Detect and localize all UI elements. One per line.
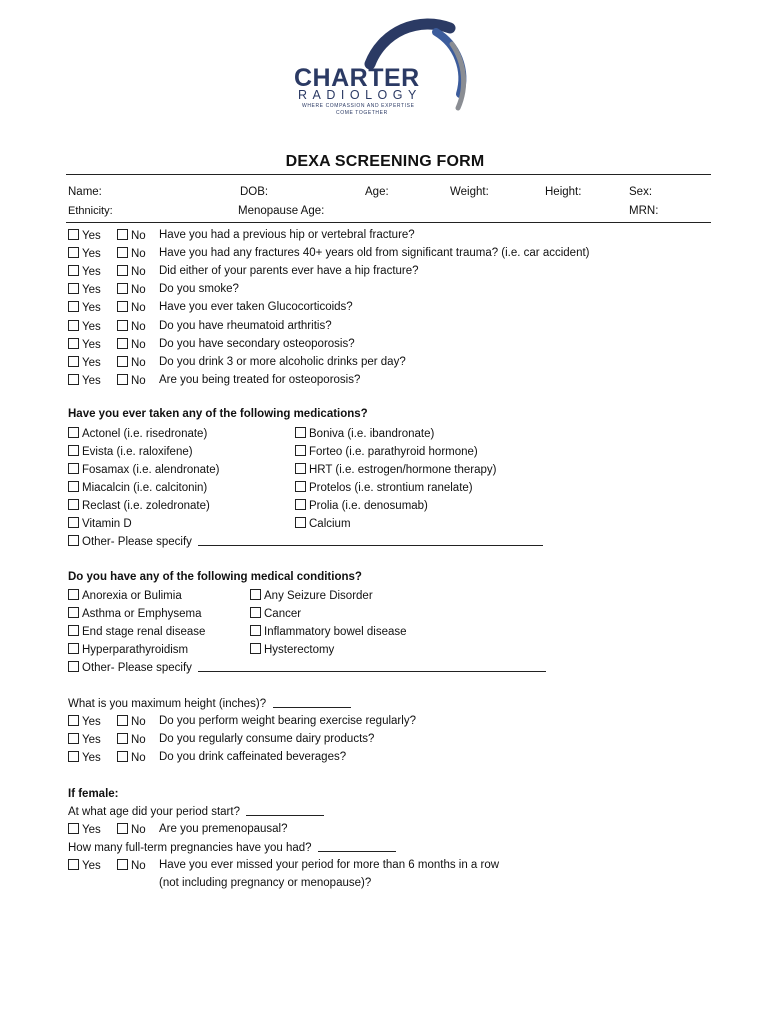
- charter-radiology-logo: [290, 14, 480, 118]
- risk-question-yes-checkbox[interactable]: [68, 338, 79, 349]
- lifestyle-question-no-checkbox[interactable]: [117, 733, 128, 744]
- max-height-label: What is you maximum height (inches)?: [68, 698, 267, 710]
- no-label: No: [131, 752, 146, 764]
- risk-question-question: Did either of your parents ever have a hip fracture?: [159, 265, 419, 278]
- period-start-label: At what age did your period start?: [68, 806, 240, 818]
- risk-question-yes-checkbox[interactable]: [68, 265, 79, 276]
- risk-question-no-checkbox[interactable]: [117, 320, 128, 331]
- no-label: No: [131, 356, 146, 369]
- medication-item-checkbox[interactable]: [295, 427, 306, 438]
- medication-item: [295, 463, 497, 476]
- medication-item-label: Evista (i.e. raloxifene): [82, 446, 193, 458]
- medication-item-checkbox[interactable]: [68, 499, 79, 510]
- medication-item-label: Prolia (i.e. denosumab): [309, 500, 428, 512]
- medication-item: [295, 445, 478, 458]
- condition-item-label: End stage renal disease: [82, 626, 206, 638]
- condition-item-label: Any Seizure Disorder: [264, 590, 373, 602]
- premenopausal-no-checkbox[interactable]: [117, 823, 128, 834]
- missed-period-question: Have you ever missed your period for more than 6 months in a row: [159, 859, 500, 871]
- condition-item-checkbox[interactable]: [68, 625, 79, 636]
- premenopausal-question: Are you premenopausal?: [159, 823, 288, 835]
- lifestyle-question-question: Do you drink caffeinated beverages?: [159, 751, 347, 763]
- yes-label: Yes: [82, 266, 101, 279]
- age-label: Age:: [365, 186, 389, 198]
- no-label: No: [131, 248, 146, 261]
- medication-item-checkbox[interactable]: [68, 517, 79, 528]
- condition-item-label: Cancer: [264, 608, 302, 620]
- medication-item-label: Fosamax (i.e. alendronate): [82, 464, 220, 476]
- condition-item-label: Asthma or Emphysema: [82, 608, 202, 620]
- risk-question-no-checkbox[interactable]: [117, 265, 128, 276]
- condition-item: [250, 589, 373, 602]
- risk-question-yes-checkbox[interactable]: [68, 247, 79, 258]
- risk-question-question: Are you being treated for osteoporosis?: [159, 373, 361, 386]
- medication-item-checkbox[interactable]: [68, 463, 79, 474]
- risk-question-no-checkbox[interactable]: [117, 356, 128, 367]
- condition-other-input[interactable]: [198, 661, 546, 672]
- risk-question-yes-checkbox[interactable]: [68, 283, 79, 294]
- logo-tagline-2: COME TOGETHER: [336, 110, 388, 116]
- period-start-row: [68, 805, 324, 818]
- risk-question-no-checkbox[interactable]: [117, 301, 128, 312]
- risk-question-question: Do you drink 3 or more alcoholic drinks per day?: [159, 355, 406, 368]
- medication-item: [68, 463, 219, 476]
- no-label: No: [131, 302, 146, 315]
- medication-item: [295, 499, 428, 512]
- female-heading: If female:: [68, 788, 119, 800]
- risk-question-question: Have you ever taken Glucocorticoids?: [159, 301, 353, 314]
- yes-label: Yes: [82, 734, 101, 746]
- name-label: Name:: [68, 186, 102, 198]
- medication-item-checkbox[interactable]: [68, 445, 79, 456]
- medication-other-checkbox[interactable]: [68, 535, 79, 546]
- medication-item-label: Actonel (i.e. risedronate): [82, 428, 208, 440]
- yes-label: Yes: [82, 230, 101, 242]
- yes-label: Yes: [82, 284, 101, 297]
- medications-heading: Have you ever taken any of the following medications?: [68, 408, 368, 420]
- condition-item-checkbox[interactable]: [250, 643, 261, 654]
- medication-item: [295, 481, 473, 494]
- condition-item-label: Inflammatory bowel disease: [264, 626, 407, 638]
- pregnancies-input[interactable]: [318, 841, 396, 852]
- condition-item: [250, 607, 301, 620]
- lifestyle-question-yes-checkbox[interactable]: [68, 733, 79, 744]
- lifestyle-question-question: Do you perform weight bearing exercise regularly?: [159, 715, 416, 727]
- pregnancies-label: How many full-term pregnancies have you had?: [68, 842, 312, 854]
- condition-other-checkbox[interactable]: [68, 661, 79, 672]
- medication-item: [68, 427, 207, 440]
- weight-label: Weight:: [450, 186, 489, 198]
- condition-item-label: Hysterectomy: [264, 644, 335, 656]
- no-label: No: [131, 716, 146, 728]
- max-height-row: [68, 697, 351, 710]
- risk-question-yes-checkbox[interactable]: [68, 356, 79, 367]
- missed-period-yes-checkbox[interactable]: [68, 859, 79, 870]
- medication-item-label: Reclast (i.e. zoledronate): [82, 500, 210, 512]
- yes-label: Yes: [82, 338, 101, 351]
- risk-question-yes-checkbox[interactable]: [68, 229, 79, 240]
- medication-item: [68, 517, 132, 530]
- conditions-heading: Do you have any of the following medical conditions?: [68, 571, 362, 583]
- risk-question-question: Do you have rheumatoid arthritis?: [159, 319, 332, 332]
- condition-item-checkbox[interactable]: [250, 625, 261, 636]
- medication-item-label: Forteo (i.e. parathyroid hormone): [309, 446, 478, 458]
- condition-item-label: Hyperparathyroidism: [82, 644, 189, 656]
- medication-item-checkbox[interactable]: [295, 517, 306, 528]
- medication-item-label: Protelos (i.e. strontium ranelate): [309, 482, 473, 494]
- medication-item-checkbox[interactable]: [295, 481, 306, 492]
- mrn-label: MRN:: [629, 205, 659, 217]
- no-label: No: [131, 266, 146, 279]
- condition-item-checkbox[interactable]: [68, 607, 79, 618]
- risk-question-question: Have you had any fractures 40+ years old from significant trauma? (i.e. car accident): [159, 247, 590, 260]
- medication-item-checkbox[interactable]: [68, 427, 79, 438]
- condition-item: [68, 625, 205, 638]
- no-label: No: [131, 860, 146, 872]
- yes-label: Yes: [82, 320, 101, 333]
- lifestyle-question-yes-checkbox[interactable]: [68, 715, 79, 726]
- condition-item: [250, 643, 334, 656]
- lifestyle-question-no-checkbox[interactable]: [117, 751, 128, 762]
- yes-label: Yes: [82, 716, 101, 728]
- risk-question-no-checkbox[interactable]: [117, 338, 128, 349]
- pregnancies-row: [68, 841, 396, 854]
- info-divider: [66, 222, 711, 223]
- no-label: No: [131, 320, 146, 333]
- yes-label: Yes: [82, 752, 101, 764]
- medication-item-label: Miacalcin (i.e. calcitonin): [82, 482, 208, 494]
- ethnicity-label: Ethnicity:: [68, 205, 113, 217]
- condition-item: [68, 643, 188, 656]
- risk-question-question: Do you smoke?: [159, 283, 239, 296]
- medication-item-checkbox[interactable]: [295, 463, 306, 474]
- condition-other-row: [68, 661, 546, 674]
- risk-question-no-checkbox[interactable]: [117, 229, 128, 240]
- risk-question-no-checkbox[interactable]: [117, 247, 128, 258]
- menopause-age-label: Menopause Age:: [238, 205, 325, 217]
- no-label: No: [131, 374, 146, 387]
- yes-label: Yes: [82, 824, 101, 836]
- yes-label: Yes: [82, 248, 101, 261]
- condition-item-checkbox[interactable]: [250, 607, 261, 618]
- medication-other-label: Other- Please specify: [82, 536, 192, 548]
- condition-item-checkbox[interactable]: [250, 589, 261, 600]
- medication-item-checkbox[interactable]: [295, 499, 306, 510]
- medication-item-label: Boniva (i.e. ibandronate): [309, 428, 435, 440]
- missed-period-no-checkbox[interactable]: [117, 859, 128, 870]
- condition-other-label: Other- Please specify: [82, 662, 192, 674]
- risk-question-no-checkbox[interactable]: [117, 374, 128, 385]
- medication-item-label: Vitamin D: [82, 518, 132, 530]
- sex-label: Sex:: [629, 186, 653, 198]
- condition-item: [68, 607, 202, 620]
- condition-item-label: Anorexia or Bulimia: [82, 590, 182, 602]
- medication-item-label: Calcium: [309, 518, 351, 530]
- medication-other-input[interactable]: [198, 535, 543, 546]
- medication-other-row: [68, 535, 543, 548]
- medication-item-checkbox[interactable]: [295, 445, 306, 456]
- condition-item: [68, 589, 182, 602]
- yes-label: Yes: [82, 860, 101, 872]
- yes-label: Yes: [82, 356, 101, 369]
- no-label: No: [131, 734, 146, 746]
- lifestyle-question-question: Do you regularly consume dairy products?: [159, 733, 375, 745]
- logo-name: CHARTER: [294, 64, 420, 92]
- medication-item: [295, 427, 434, 440]
- no-label: No: [131, 230, 146, 242]
- risk-question-no-checkbox[interactable]: [117, 283, 128, 294]
- logo-subtitle: RADIOLOGY: [298, 88, 422, 102]
- risk-question-question: Have you had a previous hip or vertebral fracture?: [159, 229, 415, 241]
- medication-item: [68, 445, 193, 458]
- risk-question-yes-checkbox[interactable]: [68, 374, 79, 385]
- lifestyle-question-no-checkbox[interactable]: [117, 715, 128, 726]
- premenopausal-yes-checkbox[interactable]: [68, 823, 79, 834]
- medication-item: [295, 517, 351, 530]
- medication-item: [68, 499, 210, 512]
- height-label: Height:: [545, 186, 582, 198]
- yes-label: Yes: [82, 374, 101, 387]
- dob-label: DOB:: [240, 186, 269, 198]
- no-label: No: [131, 824, 146, 836]
- condition-item-checkbox[interactable]: [68, 643, 79, 654]
- risk-question-yes-checkbox[interactable]: [68, 301, 79, 312]
- medication-item-label: HRT (i.e. estrogen/hormone therapy): [309, 464, 497, 476]
- title-divider: [66, 174, 711, 175]
- period-start-input[interactable]: [246, 805, 324, 816]
- max-height-input[interactable]: [273, 697, 351, 708]
- logo-tagline-1: WHERE COMPASSION AND EXPERTISE: [302, 103, 415, 109]
- medication-item-checkbox[interactable]: [68, 481, 79, 492]
- condition-item-checkbox[interactable]: [68, 589, 79, 600]
- form-title: DEXA SCREENING FORM: [285, 153, 485, 170]
- risk-question-question: Do you have secondary osteoporosis?: [159, 337, 355, 350]
- no-label: No: [131, 284, 146, 297]
- lifestyle-question-yes-checkbox[interactable]: [68, 751, 79, 762]
- condition-item: [250, 625, 407, 638]
- medication-item: [68, 481, 207, 494]
- no-label: No: [131, 338, 146, 351]
- missed-period-note: (not including pregnancy or menopause)?: [159, 877, 372, 889]
- yes-label: Yes: [82, 302, 101, 315]
- risk-question-yes-checkbox[interactable]: [68, 320, 79, 331]
